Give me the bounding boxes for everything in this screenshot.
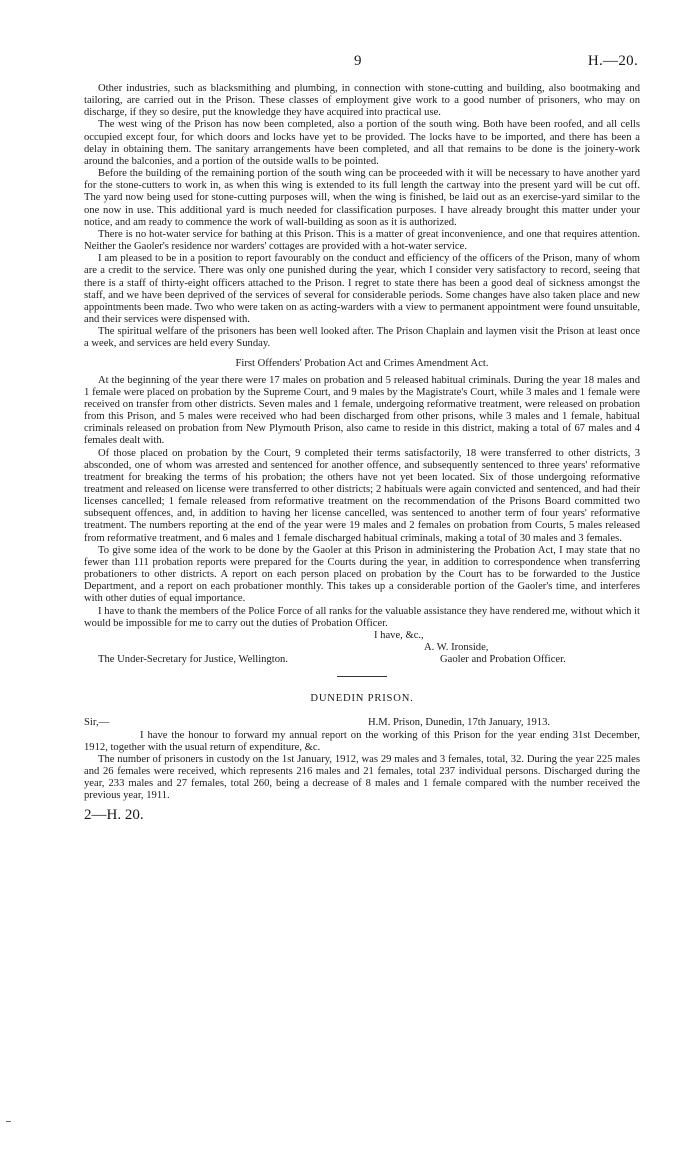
paragraph-police-thanks: I have to thank the members of the Police Force of all ranks for the valuable assistance they have rendered me, without which it would be impossible for me to carry out the duties of Probation Officer. (84, 605, 640, 629)
signature-addressee: The Under-Secretary for Justice, Wellington. (98, 654, 288, 666)
signature-closing: I have, &c., (374, 629, 424, 641)
signature-title: Gaoler and Probation Officer. (440, 654, 566, 666)
dateline: H.M. Prison, Dunedin, 17th January, 1913. (368, 717, 551, 729)
page-header (0, 55, 700, 75)
section-heading-probation: First Offenders' Probation Act and Crimes Amendment Act. (235, 358, 489, 370)
paragraph-dunedin-numbers: The number of prisoners in custody on the 1st January, 1912, was 29 males and 3 females, total, 32. During the year 225 males and 26 females were received, which represents 216 males and 21 females, total 237 individual persons. Discharged during the year, 233 males and 27 females, total 260, being a decrease of 8 males and 1 female compared with the number received the previous year, 1911. (84, 753, 640, 802)
footer-reference: 2—H. 20. (84, 806, 144, 823)
signature-row-1 (84, 630, 640, 642)
document-body (84, 83, 640, 821)
paragraph-spiritual-welfare: The spiritual welfare of the prisoners has been well looked after. The Prison Chaplain and laymen visit the Prison at least once a week, and services are held every Sunday. (84, 326, 640, 350)
signature-row-3 (84, 654, 640, 666)
paragraph-probation-outcomes: Of those placed on probation by the Court, 9 completed their terms satisfactorily, 18 were transferred to other districts, 3 absconded, one of whom was arrested and sentenced for another offence, and subsequently sentenced to three years' reformative treatment for breaking the terms of his probation; the others have not yet been located. Six of those undergoing reformative treatment and released on license were transferred to other districts; 2 habituals were again convicted and sentenced, and had their licenses cancelled; 1 female released from reformative treatment on the recommendation of the Prisons Board committed two subsequent offences, and, in addition to having her license cancelled, was sentenced to another term of four years' reformative treatment. The numbers reporting at the end of the year were 19 males and 2 females on probation from Courts, 5 males released from reformative treatment, and 6 males and 1 female discharged habitual criminals, making a total of 30 males and 3 females. (84, 447, 640, 544)
signature-name: A. W. Ironside, (424, 642, 489, 654)
dunedin-prison-heading: DUNEDIN PRISON. (310, 693, 414, 705)
margin-mark (6, 1121, 11, 1122)
salutation: Sir,— (84, 717, 110, 729)
paragraph-south-wing: Before the building of the remaining portion of the south wing can be proceeded with it will be necessary to have another yard for the stone-cutters to work in, as when this wing is extended to its full length the cartway into the present yard will be cut off. The yard now being used for stone-cutting purposes will, when the wing is finished, be laid out as an exercise-yard similar to the one now in use. This additional yard is much needed for classification purposes. I have already brought this matter under your notice, and am ready to commence the work of wall-building as soon as it is authorized. (84, 168, 640, 228)
signature-row-2 (84, 642, 640, 654)
paragraph-probation-numbers: At the beginning of the year there were 17 males on probation and 5 released habitual criminals. During the year 18 males and 1 female were placed on probation by the Supreme Court, and 9 males by the Magistrate's Court, while 3 males and 1 female were received on transfer from other districts. Seven males and 1 female, undergoing reformative treatment, were released on probation from this Prison, and 5 males were received who had been discharged from other prisons, while 3 males and 1 female, habitual criminals released on probation from New Plymouth Prison, also came to reside in this district, making a total of 67 males and 4 females dealt with. (84, 374, 640, 447)
page-number: 9 (354, 53, 362, 69)
paragraph-officers: I am pleased to be in a position to report favourably on the conduct and efficiency of the officers of the Prison, many of whom are a credit to the service. There was only one punished during the year, which I consider very satisfactory to record, seeing that there is a staff of thirty-eight officers attached to the Prison. I regret to state there has been a good deal of sickness amongst the staff, and we have been deprived of the services of several for considerable periods. Some changes have also taken place and new appointments been made. Two who were taken on as acting-warders with a view to permanent appointment were found unsuitable, and their services were dispensed with. (84, 253, 640, 325)
page-reference: H.—20. (587, 53, 638, 69)
paragraph-probation-workload: To give some idea of the work to be done by the Gaoler at this Prison in administering the Probation Act, I may state that no fewer than 111 probation reports were prepared for the Courts during the year, in addition to correspondence when transferring probationers to other districts. A report on each person placed on probation by the Court has to be forwarded to the Justice Department, and a report on each probationer monthly. This takes up a considerable portion of the Gaoler's time, and interferes with other duties of equal importance. (84, 544, 640, 605)
paragraph-hot-water: There is no hot-water service for bathing at this Prison. This is a matter of great inconvenience, and one that requires attention. Neither the Gaoler's residence nor warders' cottages are provided with a hot-water service. (84, 228, 640, 253)
paragraph-dunedin-intro: I have the honour to forward my annual report on the working of this Prison for the year ending 31st December, 1912, together with the usual return of expenditure, &c. (84, 729, 640, 753)
salutation-row (84, 717, 640, 729)
paragraph-industries: Other industries, such as blacksmithing and plumbing, in connection with stone-cutting and building, also bootmaking and tailoring, are carried out in the Prison. These classes of employment give work to a good number of prisoners, who may on discharge, if they so desire, put the knowledge they have acquired into practical use. (84, 83, 640, 119)
section-divider (337, 676, 387, 677)
paragraph-west-wing: The west wing of the Prison has now been completed, also a portion of the south wing. Both have been roofed, and all cells occupied except four, for which doors and locks have yet to be provided. The locks have to be imported, and there has been a delay in obtaining them. The sanitary arrangements have been completed, and all that remains to be done is the joinery-work around the balconies, and a portion of the outside walls to be pointed. (84, 119, 640, 167)
